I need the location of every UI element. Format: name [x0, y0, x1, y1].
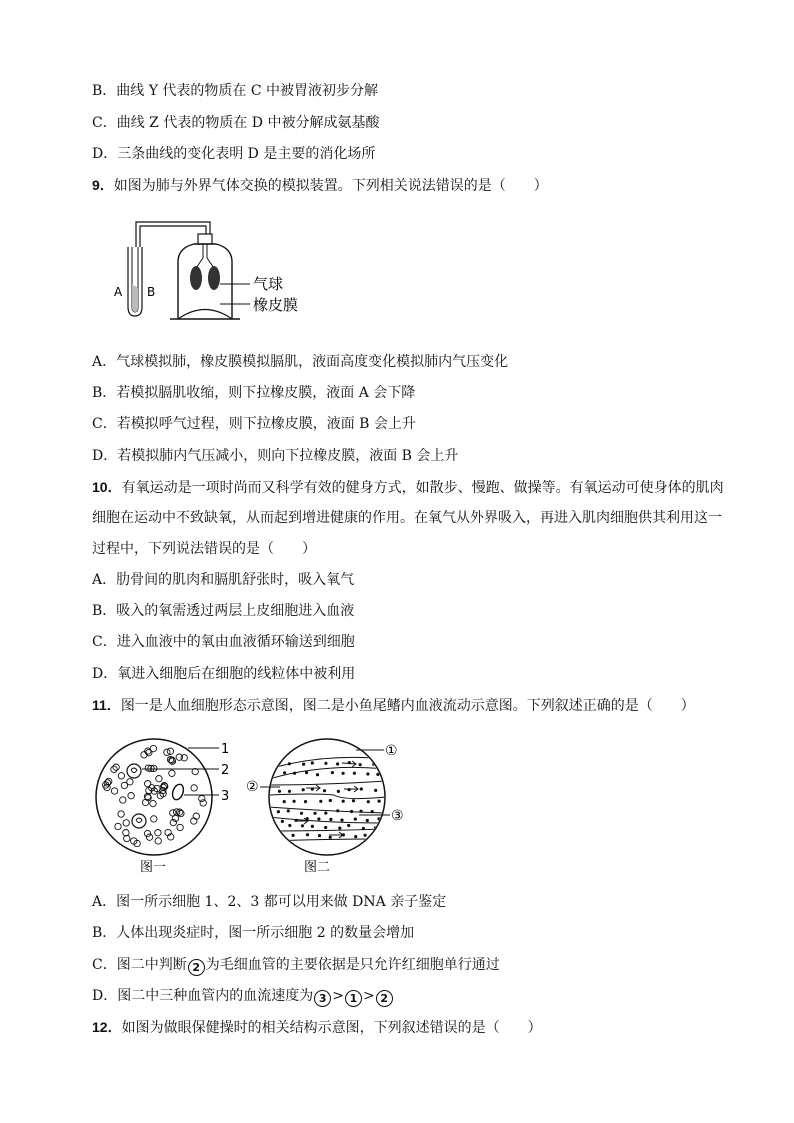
label-balloon: 气球 — [253, 275, 284, 293]
blood-cell-dot — [288, 762, 291, 765]
blood-cell-dot — [283, 800, 286, 803]
blood-cell-dot — [293, 800, 296, 803]
blood-cell-dot — [278, 790, 281, 793]
blood-cell-dot — [311, 825, 314, 828]
q9-stem-text: 如图为肺与外界气体交换的模拟装置。下列相关说法错误的是（ ） — [113, 178, 548, 194]
blood-cell-dot — [364, 834, 367, 837]
blood-cell-dot — [288, 790, 291, 793]
blood-cell-dot — [331, 771, 334, 774]
blood-cell-dot — [317, 817, 320, 820]
bronchi — [196, 258, 214, 268]
blood-cell-dot — [366, 772, 369, 775]
blood-cell-dot — [350, 810, 353, 813]
blood-cell-dot — [378, 800, 381, 803]
lung-model-figure — [110, 212, 310, 324]
blood-cell-dot — [353, 772, 356, 775]
blood-cell-dot — [306, 833, 309, 836]
q11-number: 11． — [92, 697, 121, 713]
blood-cell-dot — [329, 818, 332, 821]
blood-cell-dot — [329, 836, 332, 839]
q10-option-b: B．吸入的氧需透过两层上皮细胞进入血液 — [92, 603, 355, 619]
q8-option-d: D．三条曲线的变化表明 D 是主要的消化场所 — [92, 146, 376, 162]
q8-option-c: C．曲线 Z 代表的物质在 D 中被分解成氨基酸 — [92, 115, 380, 131]
q10-option-c: C．进入血液中的氧由血液循环输送到细胞 — [92, 634, 355, 650]
q10-stem-line1 — [92, 477, 724, 498]
rubber-membrane — [178, 310, 232, 320]
blood-cell-dot — [366, 819, 369, 822]
q10-stem-line3: 过程中，下列说法错误的是（ ） — [92, 541, 316, 557]
blood-cell-dot — [337, 790, 340, 793]
q12-stem-text: 如图为做眼保健操时的相关结构示意图，下列叙述错误的是（ ） — [121, 1020, 542, 1036]
fig2-label-3: ③ — [391, 808, 404, 824]
fig2-caption: 图二 — [304, 860, 331, 875]
trachea — [203, 244, 207, 258]
q11-option-c-post: 为毛细血管的主要依据是只允许红细胞单行通过 — [205, 957, 500, 973]
blood-cell-dot — [336, 762, 339, 765]
fig1-label-1: 1 — [221, 742, 230, 757]
fig1-caption: 图一 — [140, 860, 167, 875]
circled-3-icon: 3 — [314, 990, 331, 1007]
q9-stem — [92, 175, 548, 196]
blood-cell-dot — [288, 824, 291, 827]
blood-cell-dot — [354, 818, 357, 821]
balloon-right — [208, 266, 220, 290]
q11-option-d — [92, 986, 394, 1007]
circled-2-icon: 2 — [188, 959, 205, 976]
q9-option-c: C．若模拟呼气过程，则下拉橡皮膜，液面 B 会上升 — [92, 416, 416, 432]
blood-cell-dot — [367, 800, 370, 803]
q9-option-b: B．若模拟膈肌收缩，则下拉橡皮膜，液面 A 会下降 — [92, 385, 416, 401]
blood-cell-dot — [324, 812, 327, 815]
blood-cell-dot — [301, 824, 304, 827]
blood-cell-dot — [324, 762, 327, 765]
q9-option-d: D．若模拟肺内气压减小，则向下拉橡皮膜，液面 B 会上升 — [92, 448, 459, 464]
blood-cell-dot — [292, 834, 295, 837]
blood-cell-dot — [316, 773, 319, 776]
label-a: A — [114, 285, 123, 299]
blood-cell-dot — [287, 809, 290, 812]
q11-option-c — [92, 955, 500, 976]
fig1-circle — [96, 739, 212, 855]
blood-cell-dot — [338, 827, 341, 830]
blood-cell-dot — [277, 810, 280, 813]
q11-stem — [92, 695, 695, 716]
q10-stem-line2: 细胞在运动中不致缺氧，从而起到增进健康的作用。在氧气从外界吸入，再进入肌肉细胞供其利用这一 — [92, 510, 722, 526]
q11-stem-text: 图一是人血细胞形态示意图，图二是小鱼尾鳍内血液流动示意图。下列叙述正确的是（ ） — [120, 698, 695, 714]
blood-cell-dot — [354, 835, 357, 838]
u-tube-liquid — [132, 284, 138, 312]
blood-cell-dot — [359, 810, 362, 813]
blood-cell-dot — [342, 772, 345, 775]
blood-cell-dot — [347, 824, 350, 827]
blood-cell-dot — [371, 810, 374, 813]
gt-sign-2: > — [362, 988, 375, 1004]
q11-option-a: A．图一所示细胞 1、2、3 都可以用来做 DNA 亲子鉴定 — [92, 894, 447, 910]
blood-cell-dot — [348, 788, 351, 791]
blood-cell-dot — [302, 763, 305, 766]
blood-cell-dot — [300, 812, 303, 815]
gt-sign-1: > — [332, 988, 344, 1004]
label-b: B — [147, 285, 156, 299]
q8-option-b: B．曲线 Y 代表的物质在 C 中被胃液初步分解 — [92, 83, 379, 99]
q11-option-b: B．人体出现炎症时，图一所示细胞 2 的数量会增加 — [92, 925, 415, 941]
q10-stem-text-1: 有氧运动是一项时尚而又科学有效的健身方式，如散步、慢跑、做操等。有氧运动可使身体的肌肉 — [121, 480, 724, 496]
fig1-label-2: 2 — [221, 763, 230, 778]
blood-cell-dot — [305, 771, 308, 774]
blood-cell-dot — [324, 826, 327, 829]
q10-option-a: A．肋骨间的肌肉和膈肌舒张时，吸入氧气 — [92, 572, 355, 588]
bell-jar — [178, 244, 232, 319]
fig2-circle — [269, 739, 385, 855]
blood-cell-dot — [323, 789, 326, 792]
q11-option-d-pre: D．图二中三种血管内的血流速度为 — [92, 988, 314, 1004]
q9-option-a: A．气球模拟肺，橡皮膜模拟膈肌，液面高度变化模拟肺内气压变化 — [92, 354, 509, 370]
fig2-label-2: ② — [246, 779, 259, 795]
circled-1-icon: 1 — [345, 990, 362, 1007]
q10-option-d: D．氧进入细胞后在细胞的线粒体中被利用 — [92, 666, 356, 682]
blood-cell-dot — [359, 763, 362, 766]
fig1-label-3: 3 — [221, 789, 230, 804]
q10-number: 10． — [92, 479, 122, 495]
q11-option-c-pre: C．图二中判断 — [92, 957, 187, 973]
blood-cell-dot — [302, 788, 305, 791]
blood-cell-dot — [342, 800, 345, 803]
circled-2b-icon: 2 — [376, 990, 393, 1007]
balloon-left — [190, 266, 202, 290]
stopper — [198, 234, 212, 244]
blood-cell-dot — [319, 800, 322, 803]
blood-cell-dot — [340, 819, 343, 822]
blood-figures — [94, 735, 424, 875]
blood-cell-dot — [336, 809, 339, 812]
blood-cell-dot — [374, 789, 377, 792]
blood-cell-dot — [362, 827, 365, 830]
blood-cell-dot — [293, 772, 296, 775]
blood-cell-dot — [281, 820, 284, 823]
q12-number: 12． — [92, 1019, 122, 1035]
q12-stem — [92, 1017, 542, 1038]
blood-cell-dot — [360, 787, 363, 790]
label-membrane: 橡皮膜 — [253, 296, 299, 314]
blood-cell-dot — [283, 771, 286, 774]
blood-cell-dot — [329, 799, 332, 802]
q9-number: 9． — [92, 177, 114, 193]
fig2-label-1: ① — [385, 743, 398, 759]
blood-cell-dot — [304, 800, 307, 803]
blood-cell-dot — [313, 812, 316, 815]
blood-cell-dot — [318, 834, 321, 837]
blood-cell-dot — [352, 799, 355, 802]
blood-cell-dot — [311, 761, 314, 764]
blood-cell-dot — [376, 834, 379, 837]
